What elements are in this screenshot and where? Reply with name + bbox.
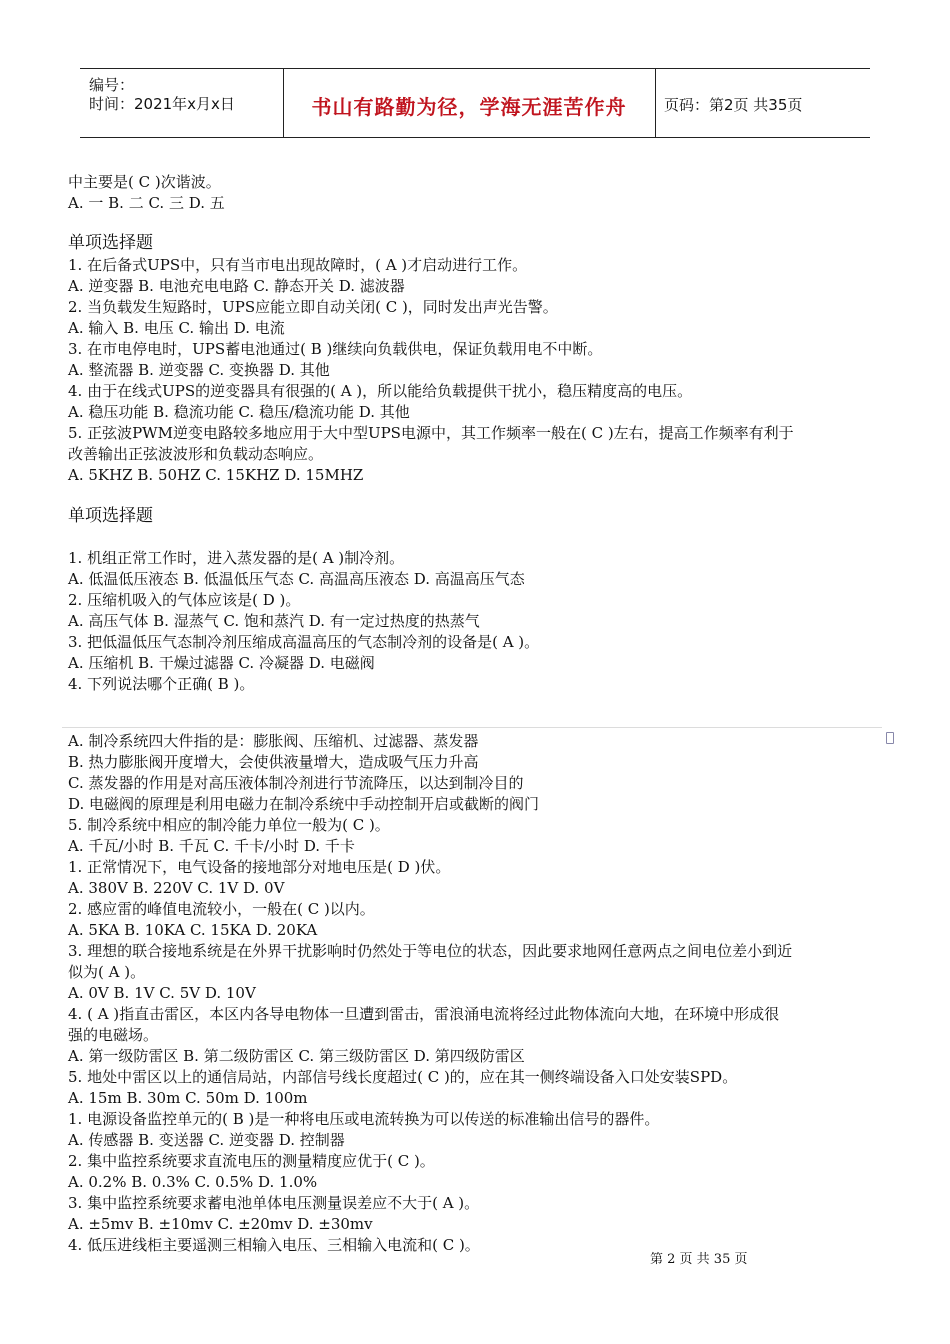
- text-line: A. 整流器 B. 逆变器 C. 变换器 D. 其他: [68, 361, 330, 379]
- text-line: 2. 当负载发生短路时，UPS应能立即自动关闭( C )，同时发出声光告警。: [68, 298, 558, 316]
- text-line: 强的电磁场。: [68, 1026, 159, 1044]
- document-icon: [886, 732, 894, 744]
- page-code: 页码：第2页 共35页: [664, 96, 803, 114]
- text-line: 1. 正常情况下，电气设备的接地部分对地电压是( D )伏。: [68, 858, 451, 876]
- text-line: A. 稳压功能 B. 稳流功能 C. 稳压/稳流功能 D. 其他: [68, 403, 410, 421]
- text-line: 3. 把低温低压气态制冷剂压缩成高温高压的气态制冷剂的设备是( A )。: [68, 633, 540, 651]
- text-line: 3. 理想的联合接地系统是在外界干扰影响时仍然处于等电位的状态，因此要求地网任意两点之间电位差小到近: [68, 942, 793, 960]
- serial-label: 编号：: [89, 76, 135, 94]
- text-line: 4. 低压进线柜主要遥测三相输入电压、三相输入电流和( C )。: [68, 1236, 480, 1254]
- text-line: 2. 压缩机吸入的气体应该是( D )。: [68, 591, 301, 609]
- text-line: A. 第一级防雷区 B. 第二级防雷区 C. 第三级防雷区 D. 第四级防雷区: [68, 1047, 525, 1065]
- text-line: 1. 电源设备监控单元的( B )是一种将电压或电流转换为可以传送的标准输出信号的器件。: [68, 1110, 660, 1128]
- text-line: 4. ( A )指直击雷区，本区内各导电物体一旦遭到雷击，雷浪涌电流将经过此物体流向大地，在环境中形成很: [68, 1005, 780, 1023]
- text-line: A. ±5mv B. ±10mv C. ±20mv D. ±30mv: [68, 1215, 373, 1233]
- text-line: 1. 机组正常工作时，进入蒸发器的是( A )制冷剂。: [68, 549, 405, 567]
- header-motto-cell: [283, 69, 656, 137]
- text-line: A. 传感器 B. 变送器 C. 逆变器 D. 控制器: [68, 1131, 345, 1149]
- text-line: 5. 制冷系统中相应的制冷能力单位一般为( C )。: [68, 816, 390, 834]
- text-line: 5. 地处中雷区以上的通信局站，内部信号线长度超过( C )的，应在其一侧终端设备入口处安装SPD。: [68, 1068, 738, 1086]
- text-line: A. 一 B. 二 C. 三 D. 五: [68, 194, 225, 212]
- text-line: A. 千瓦/小时 B. 千瓦 C. 千卡/小时 D. 千卡: [68, 837, 355, 855]
- text-line: A. 输入 B. 电压 C. 输出 D. 电流: [68, 319, 285, 337]
- page-separator: [62, 727, 882, 728]
- text-line: 中主要是( C )次谐波。: [68, 173, 221, 191]
- text-line: A. 高压气体 B. 湿蒸气 C. 饱和蒸汽 D. 有一定过热度的热蒸气: [68, 612, 480, 630]
- text-line: A. 5KA B. 10KA C. 15KA D. 20KA: [68, 921, 318, 939]
- time-label: 时间：2021年x月x日: [89, 95, 235, 113]
- text-line: 3. 集中监控系统要求蓄电池单体电压测量误差应不大于( A )。: [68, 1194, 480, 1212]
- motto-text: 书山有路勤为径，学海无涯苦作舟: [311, 95, 627, 119]
- header-page-cell: [655, 69, 870, 137]
- text-line: B. 热力膨胀阀开度增大，会使供液量增大，造成吸气压力升高: [68, 753, 479, 771]
- text-line: 4. 下列说法哪个正确( B )。: [68, 675, 255, 693]
- text-line: A. 380V B. 220V C. 1V D. 0V: [68, 879, 285, 897]
- section-heading: 单项选择题: [68, 506, 153, 526]
- section-heading: 单项选择题: [68, 233, 153, 253]
- text-line: A. 逆变器 B. 电池充电电路 C. 静态开关 D. 滤波器: [68, 277, 405, 295]
- text-line: C. 蒸发器的作用是对高压液体制冷剂进行节流降压，以达到制冷目的: [68, 774, 524, 792]
- page-footer: 第 2 页 共 35 页: [650, 1252, 748, 1267]
- header-info-cell: [80, 69, 284, 137]
- text-line: 5. 正弦波PWM逆变电路较多地应用于大中型UPS电源中，其工作频率一般在( C )左右，提高工作频率有利于: [68, 424, 794, 442]
- text-line: A. 5KHZ B. 50HZ C. 15KHZ D. 15MHZ: [68, 466, 364, 484]
- text-line: 似为( A )。: [68, 963, 146, 981]
- text-line: 改善输出正弦波波形和负载动态响应。: [68, 445, 324, 463]
- text-line: 3. 在市电停电时，UPS蓄电池通过( B )继续向负载供电，保证负载用电不中断。: [68, 340, 603, 358]
- text-line: A. 低温低压液态 B. 低温低压气态 C. 高温高压液态 D. 高温高压气态: [68, 570, 525, 588]
- text-line: 4. 由于在线式UPS的逆变器具有很强的( A )，所以能给负载提供干扰小，稳压精度高的电压。: [68, 382, 693, 400]
- text-line: A. 制冷系统四大件指的是：膨胀阀、压缩机、过滤器、蒸发器: [68, 732, 479, 750]
- text-line: D. 电磁阀的原理是利用电磁力在制冷系统中手动控制开启或截断的阀门: [68, 795, 540, 813]
- text-line: 1. 在后备式UPS中，只有当市电出现故障时，( A )才启动进行工作。: [68, 256, 528, 274]
- text-line: 2. 感应雷的峰值电流较小，一般在( C )以内。: [68, 900, 375, 918]
- text-line: A. 0.2% B. 0.3% C. 0.5% D. 1.0%: [68, 1173, 318, 1191]
- text-line: A. 压缩机 B. 干燥过滤器 C. 冷凝器 D. 电磁阀: [68, 654, 375, 672]
- text-line: 2. 集中监控系统要求直流电压的测量精度应优于( C )。: [68, 1152, 435, 1170]
- page-header: [80, 68, 870, 138]
- text-line: A. 15m B. 30m C. 50m D. 100m: [68, 1089, 308, 1107]
- text-line: A. 0V B. 1V C. 5V D. 10V: [68, 984, 256, 1002]
